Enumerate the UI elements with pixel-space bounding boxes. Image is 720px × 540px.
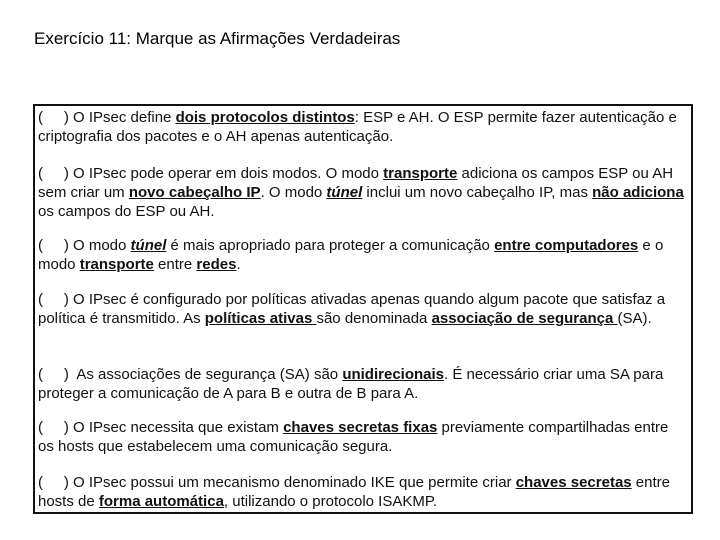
statement-text: ( ) O IPsec define xyxy=(38,109,176,126)
exercise-title: Exercício 11: Marque as Afirmações Verdadeiras xyxy=(34,29,401,48)
statement-3 xyxy=(38,236,688,274)
statement-text: , utilizando o protocolo ISAKMP. xyxy=(223,493,438,510)
statement-text: e o modo xyxy=(38,237,668,273)
statement-emphasis: transporte xyxy=(79,256,154,273)
statement-text: os campos do ESP ou AH. xyxy=(38,184,688,220)
statement-6 xyxy=(38,418,688,456)
statement-5 xyxy=(38,365,688,403)
statement-emphasis: políticas ativas xyxy=(204,310,317,327)
statement-text: ( ) O IPsec é configurado por políticas ativadas apenas quando algum pacote que satisfaz a política é transmitido. As xyxy=(38,291,670,327)
statement-text: . É necessário criar uma SA para proteger a comunicação de A para B e outra de B para A. xyxy=(38,366,668,402)
statement-emphasis: transporte xyxy=(383,165,458,182)
statement-2 xyxy=(38,164,688,221)
statement-emphasis: unidirecionais xyxy=(342,366,445,383)
statement-emphasis: túnel xyxy=(326,184,363,201)
statement-text: . O modo xyxy=(260,184,327,201)
statement-text: . xyxy=(236,256,241,273)
statement-text: inclui um novo cabeçalho IP, mas xyxy=(362,184,593,201)
statement-emphasis: chaves secretas fixas xyxy=(283,419,438,436)
statement-emphasis: não adiciona xyxy=(592,184,684,201)
statement-text: são denominada xyxy=(316,310,432,327)
statement-text: (SA). xyxy=(617,310,652,327)
statement-text: ( ) O modo xyxy=(38,237,131,254)
statement-text: entre hosts de xyxy=(38,474,675,510)
statement-text: ( ) O IPsec possui um mecanismo denominado IKE que permite criar xyxy=(38,474,516,491)
statement-emphasis: túnel xyxy=(130,237,167,254)
statement-text: ( ) O IPsec pode operar em dois modos. O modo xyxy=(38,165,384,182)
statement-emphasis: dois protocolos distintos xyxy=(175,109,355,126)
statement-text: entre xyxy=(153,256,197,273)
statement-emphasis: redes xyxy=(196,256,237,273)
statement-emphasis: chaves secretas xyxy=(515,474,632,491)
statement-7 xyxy=(38,473,688,511)
statement-emphasis: novo cabeçalho IP xyxy=(128,184,261,201)
statement-text: adiciona os campos ESP ou AH sem criar um xyxy=(38,165,678,201)
statement-4 xyxy=(38,290,688,328)
statement-emphasis: entre computadores xyxy=(494,237,639,254)
statement-emphasis: associação de segurança xyxy=(431,310,618,327)
statement-text: previamente compartilhadas entre os hosts que estabelecem uma comunicação segura. xyxy=(38,419,673,455)
statement-text: ( ) As associações de segurança (SA) são xyxy=(38,366,343,383)
statement-text: : ESP e AH. O ESP permite fazer autenticação e criptografia dos pacotes e o AH apenas autenticação. xyxy=(38,109,682,145)
statement-text: é mais apropriado para proteger a comunicação xyxy=(166,237,495,254)
statement-emphasis: forma automática xyxy=(98,493,224,510)
statement-text: ( ) O IPsec necessita que existam xyxy=(38,419,284,436)
statement-1 xyxy=(38,108,688,146)
